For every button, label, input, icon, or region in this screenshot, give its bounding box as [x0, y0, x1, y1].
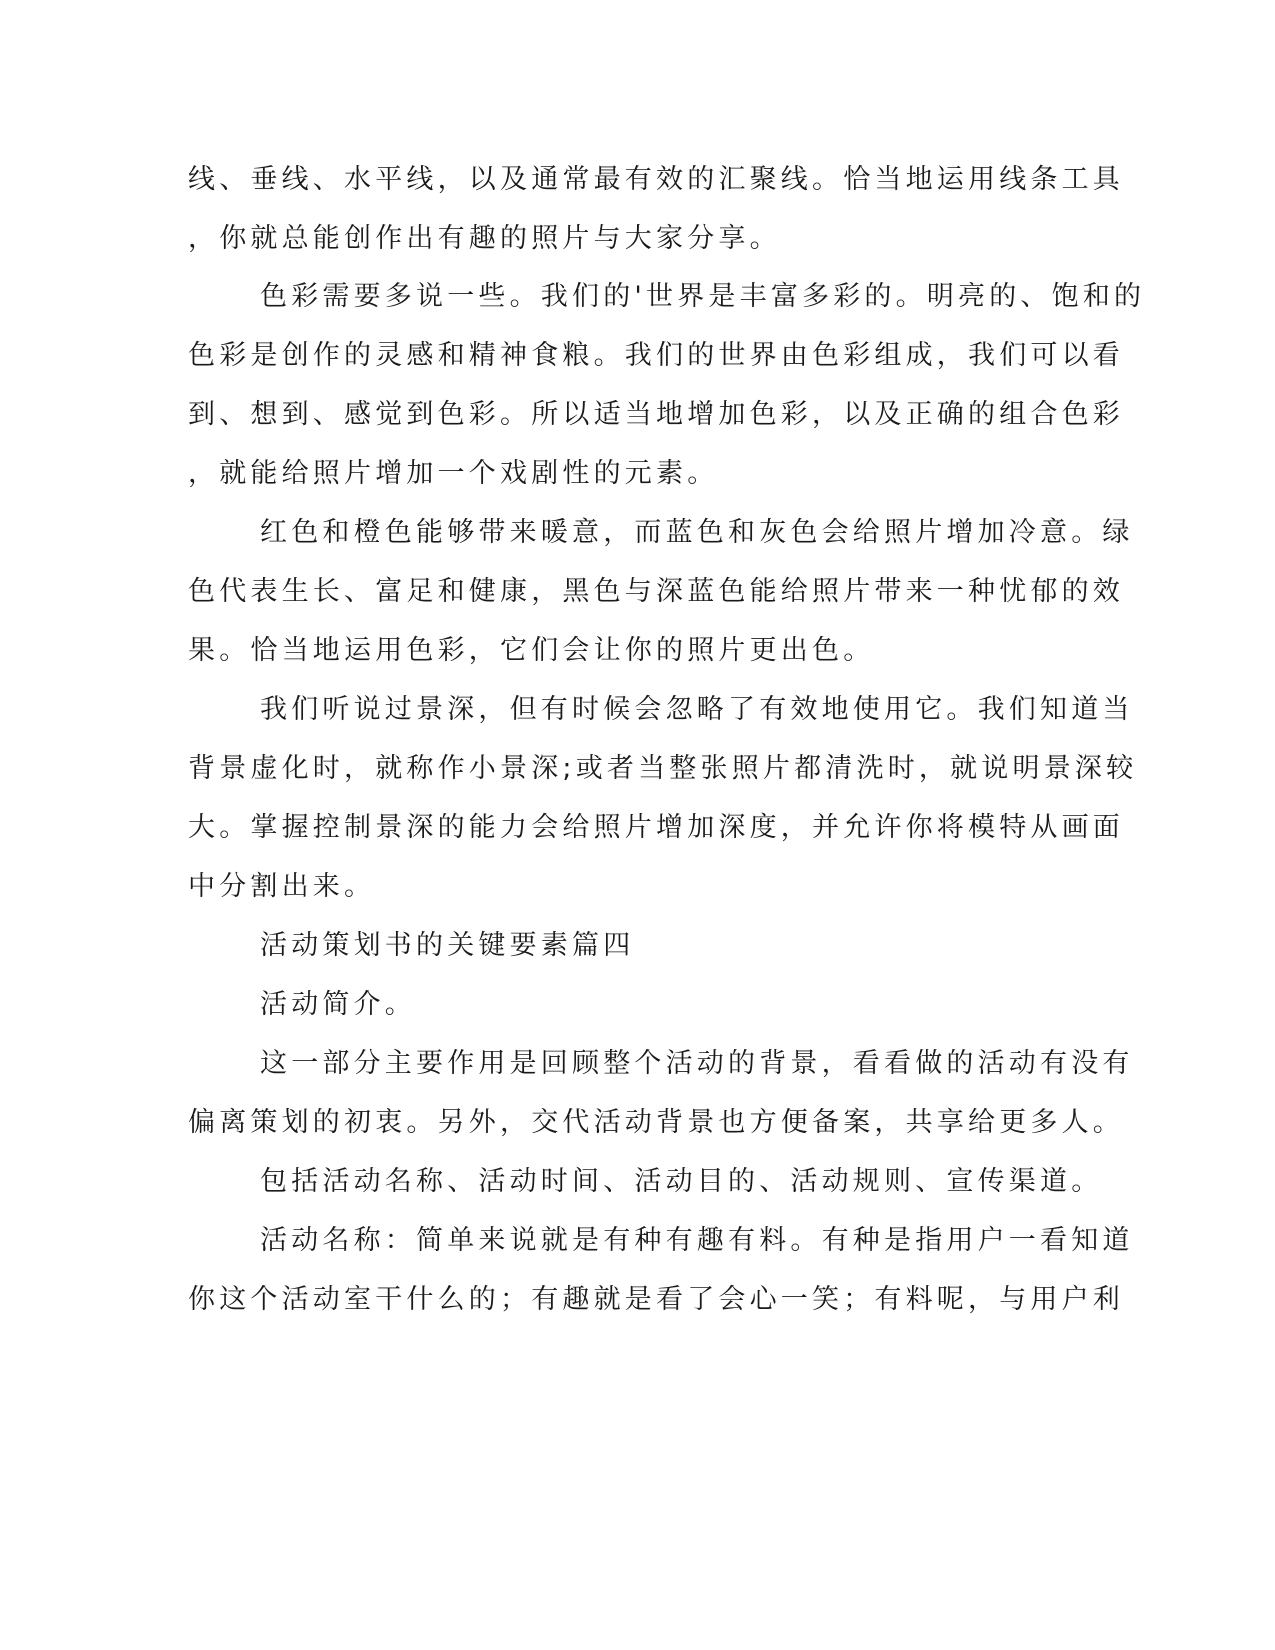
text-line: 到、想到、感觉到色彩。所以适当地增加色彩，以及正确的组合色彩 — [188, 399, 1124, 430]
text-line: 中分割出来。 — [188, 871, 376, 902]
paragraph-start-line: 红色和橙色能够带来暖意，而蓝色和灰色会给照片增加冷意。绿 — [260, 517, 1134, 548]
paragraph-start-line: 色彩需要多说一些。我们的'世界是丰富多彩的。明亮的、饱和的 — [260, 281, 1146, 312]
text-line: 色代表生长、富足和健康，黑色与深蓝色能给照片带来一种忧郁的效 — [188, 576, 1124, 607]
text-line: ，就能给照片增加一个戏剧性的元素。 — [188, 458, 719, 489]
text-line: 果。恰当地运用色彩，它们会让你的照片更出色。 — [188, 635, 875, 666]
text-line: 线、垂线、水平线，以及通常最有效的汇聚线。恰当地运用线条工具 — [188, 164, 1124, 195]
paragraph-start-line: 包括活动名称、活动时间、活动目的、活动规则、宣传渠道。 — [260, 1166, 1103, 1197]
text-line: 背景虚化时，就称作小景深;或者当整张照片都清洗时，就说明景深较 — [188, 753, 1138, 784]
text-line: 偏离策划的初衷。另外，交代活动背景也方便备案，共享给更多人。 — [188, 1107, 1124, 1138]
section-heading: 活动策划书的关键要素篇四 — [260, 930, 635, 961]
subsection-heading: 活动简介。 — [260, 989, 416, 1020]
text-line: ，你就总能创作出有趣的照片与大家分享。 — [188, 223, 781, 254]
text-line: 色彩是创作的灵感和精神食粮。我们的世界由色彩组成，我们可以看 — [188, 340, 1124, 371]
text-line: 大。掌握控制景深的能力会给照片增加深度，并允许你将模特从画面 — [188, 812, 1124, 843]
paragraph-start-line: 我们听说过景深，但有时候会忽略了有效地使用它。我们知道当 — [260, 694, 1134, 725]
paragraph-start-line: 这一部分主要作用是回顾整个活动的背景，看看做的活动有没有 — [260, 1048, 1134, 1079]
paragraph-start-line: 活动名称：简单来说就是有种有趣有料。有种是指用户一看知道 — [260, 1225, 1134, 1256]
text-line: 你这个活动室干什么的；有趣就是看了会心一笑；有料呢，与用户利 — [188, 1284, 1124, 1315]
